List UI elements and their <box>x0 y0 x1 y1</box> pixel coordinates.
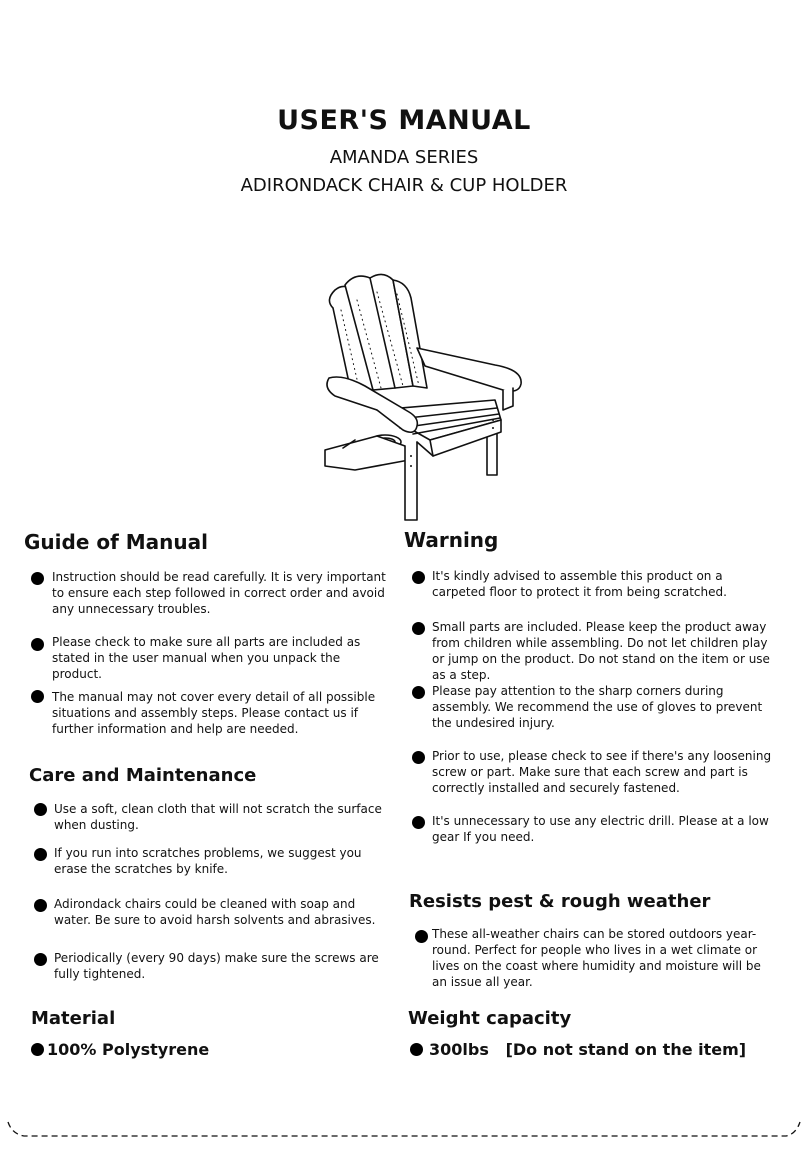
bullet-icon <box>34 899 47 912</box>
warning-item: Prior to use, please check to see if there's any loosening screw or part. Make sure that each screw and part is correctly installed and securely fastened. <box>432 749 772 795</box>
product-name: ADIRONDACK CHAIR & CUP HOLDER <box>240 175 568 196</box>
material-heading: Material <box>31 1008 116 1029</box>
warning-heading: Warning <box>404 528 499 552</box>
care-item: Periodically (every 90 days) make sure the screws are fully tightened. <box>54 951 379 981</box>
guide-item: Instruction should be read carefully. It is very important to ensure each step followed in correct order and avoid any unnecessary troubles. <box>52 570 386 616</box>
bullet-icon <box>34 953 47 966</box>
guide-item: Please check to make sure all parts are included as stated in the user manual when you unpack the product. <box>52 635 361 681</box>
bullet-icon <box>31 572 44 585</box>
guide-heading: Guide of Manual <box>24 530 208 554</box>
warning-item: It's kindly advised to assemble this product on a carpeted floor to protect it from being scratched. <box>432 569 727 599</box>
bullet-icon <box>34 803 47 816</box>
bullet-icon <box>31 690 44 703</box>
bullet-icon <box>412 816 425 829</box>
care-heading: Care and Maintenance <box>29 765 257 786</box>
warning-item: Small parts are included. Please keep the product away from children while assembling. Do not let children play or jump on the product. Do not stand on the item or use as a step. <box>432 620 770 682</box>
care-item: Use a soft, clean cloth that will not scratch the surface when dusting. <box>54 802 382 832</box>
bullet-icon <box>412 571 425 584</box>
material-value: 100% Polystyrene <box>47 1040 210 1059</box>
bullet-icon <box>31 638 44 651</box>
guide-item: The manual may not cover every detail of all possible situations and assembly steps. Please contact us if further information and help are needed. <box>52 690 376 736</box>
series-name: AMANDA SERIES <box>329 147 479 168</box>
bullet-icon <box>412 686 425 699</box>
dashed-cut-line <box>0 1118 808 1142</box>
adirondack-chair-illustration <box>315 270 530 525</box>
resists-heading: Resists pest & rough weather <box>409 891 711 912</box>
weight-value: 300lbs [Do not stand on the item] <box>429 1040 747 1059</box>
warning-item: It's unnecessary to use any electric drill. Please at a low gear If you need. <box>432 814 769 844</box>
bullet-icon <box>412 622 425 635</box>
bullet-icon <box>415 930 428 943</box>
warning-item: Please pay attention to the sharp corners during assembly. We recommend the use of gloves to prevent the undesired injury. <box>432 684 763 730</box>
care-item: If you run into scratches problems, we suggest you erase the scratches by knife. <box>54 846 362 876</box>
bullet-icon <box>410 1043 423 1056</box>
bullet-icon <box>31 1043 44 1056</box>
care-item: Adirondack chairs could be cleaned with soap and water. Be sure to avoid harsh solvents and abrasives. <box>54 897 376 927</box>
bullet-icon <box>412 751 425 764</box>
document-title: USER'S MANUAL <box>277 105 531 136</box>
bullet-icon <box>34 848 47 861</box>
weight-heading: Weight capacity <box>408 1008 572 1029</box>
resists-item: These all-weather chairs can be stored outdoors year-round. Perfect for people who lives in a wet climate or lives on the coast where humidity and moisture will be an issue all year. <box>432 927 761 989</box>
